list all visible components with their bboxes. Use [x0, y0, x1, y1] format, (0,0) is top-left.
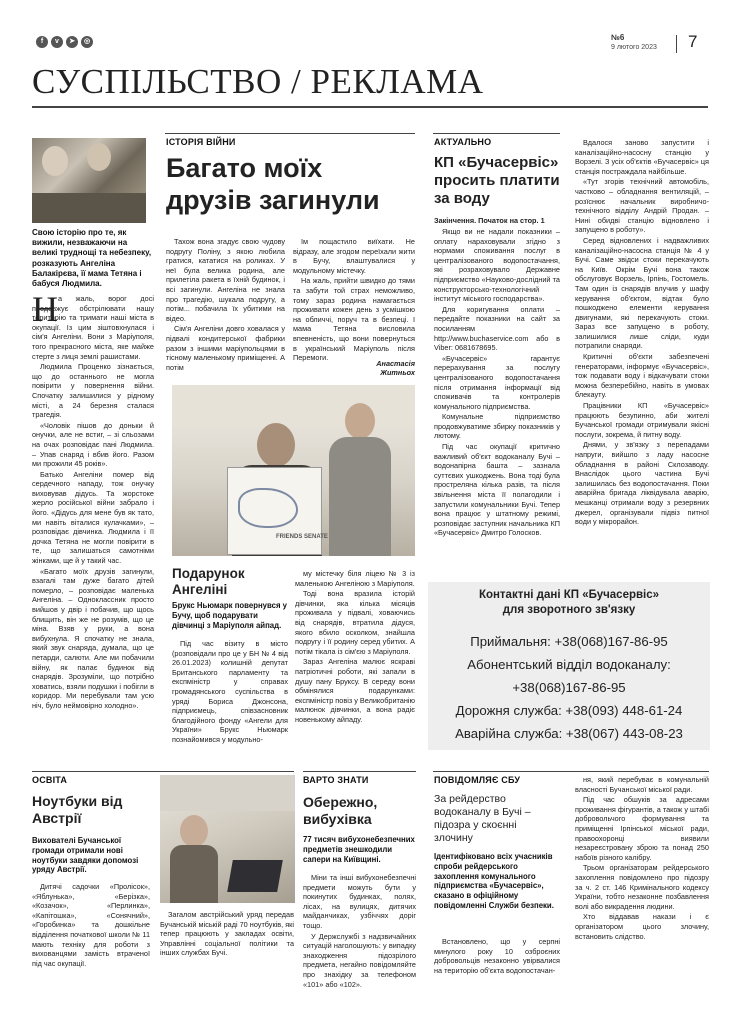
paragraph: Під час окупації критично важливий об'єкт водоканалу Бучі – водонапірна башта – зазнала суттєвих ушкоджень. Вона тоді була простреляна кілька разів, та після звільнення міста її полагодили і запустили комунальники Бучі. Тепер вона працює у штатному режимі, розповідає заступник начальника КП «Бучасервіс» Дмитро Голосков. [434, 442, 560, 538]
story6-col1 [434, 937, 560, 976]
story4-col2 [160, 910, 294, 959]
telegram-icon[interactable]: ➤ [66, 36, 78, 48]
story1-col1 [32, 289, 154, 712]
paragraph: ня, який перебуває в комунальній власності Бучанської міської ради. [575, 775, 709, 794]
story1-col2 [166, 237, 285, 373]
viber-icon[interactable]: v [51, 36, 63, 48]
story4-col1 [32, 882, 150, 969]
story2-lead: Брукс Ньюмарк повернувся у Бучу, щоб подарувати дівчинці з Маріуполя айпад. [172, 601, 288, 630]
headline-line: Ноутбуки від [32, 793, 123, 809]
paragraph: Хто віддавав накази і є організатором цього злочину, встановить слідство. [575, 912, 709, 941]
story4-lead: Вихователі Бучанської громади отримали нові ноутбуки завдяки допомозі уряду Австрії. [32, 836, 139, 875]
story3-ending-note: Закінчення. Початок на стор. 1 [434, 216, 545, 225]
headline-line: Багато моїх [166, 153, 323, 183]
paragraph: Вдалося заново запустити і каналізаційно-насосну станцію у Ворзелі. З усіх об'єктів «Бучасервіс» ця станція постраждала найбільше. [575, 138, 709, 176]
contacts-title-line: для зворотного зв'язку [502, 604, 636, 616]
story2-col1 [172, 639, 288, 746]
newmark-photo [172, 385, 415, 556]
issue-date: 9 лютого 2023 [611, 44, 657, 51]
paragraph: Днями, у зв'язку з перепадами напруги, вийшло з ладу насосне обладнання в районі Склозаводу. Внаслідок цього частина Бучі залишилась без водопостачання. Поки аварійна бригада ліквідувала аварію, мешканці отримали воду з резервних джерел, організували підвіз питної води у мікрорайон. [575, 440, 709, 527]
headline-line: злочину [434, 832, 473, 844]
issue-number: №6 [611, 33, 625, 42]
paragraph: Якщо ви не надали показники – оплату нараховували згідно з нормами споживання послуг в централізованого водопостачання, які розраховувало Державне підприємство «Науково-дослідний та конструкторсько-технологічний інститут міського господарства». [434, 227, 560, 304]
paragraph: Людмила Проценко зізнається, що до останнього не могла повірити у повернення війни. Спочатку залишилися у рідному місті, а 24 березня сталася трагедія. [32, 362, 154, 420]
story5-col1 [303, 873, 416, 990]
story6-rule [433, 771, 709, 772]
caption-line: розказують Ангеліна [32, 258, 116, 268]
headline-line: водоканалу в Бучі – [434, 806, 531, 818]
paragraph: «Чоловік пішов до доньки й онучки, але не встиг, – зі сльозами на очах розповідає пані Людмила. – Упав снаряд і вбив його. Разом ми прожили 45 років». [32, 420, 154, 469]
paragraph: На жаль, прийти швидко до тями та забути той страх неможливо, тому зараз родина намагається проживати кожен день з усмішкою на обличчі, поруч та в безпеці. І мама Тетяна висловила впевненість, що вони повернуться в український Маріуполь після Перемоги. [293, 276, 415, 363]
story1-headline [166, 152, 380, 216]
instagram-icon[interactable]: ◎ [81, 36, 93, 48]
caption-line: бабуся Людмила. [32, 279, 102, 289]
drop-cap: Н [32, 289, 58, 329]
story3-col1 [434, 227, 560, 539]
paragraph: Дитячі садочки «Пролісок», «Яблунька», «Берізка», «Козачок», «Перлинка», «Капітошка», «Сонячний», «Горобинка» та дошкільне відділення початкової школи № 11 мають техніку для роботи з вихованцями замість втраченої під час окупації. [32, 882, 150, 968]
contacts-title [428, 588, 710, 618]
story1-rubric: ІСТОРІЯ ВІЙНИ [166, 137, 236, 147]
paragraph: Під час візиту в місто (розповідали про це у БН № 4 від 26.01.2023) колишній депутат Британського парламенту та експміністр у справах громадянського суспільства в уряді Бориса Джонсона, підприємець, співзасновник благодійного фонду «Ангели для України» Брукс Ньюмарк познайомився у модульно- [172, 639, 288, 744]
story3-col2 [575, 138, 709, 528]
facebook-icon[interactable]: f [36, 36, 48, 48]
headline-line: за воду [434, 190, 490, 207]
paragraph: Тахож вона згадує свою чудову подругу Поліну, з якою любила гратися, кататися на роликах. У неї була велика родина, але прилетіла ракета в їхній будинок, і всі загинули. Ангеліна не знала про трагедію, шукала подругу, а потім... побачила їх убитими на відео. [166, 237, 285, 323]
paragraph: їм пощастило виїхати. Не відразу, але згодом переїхали жити в Бучу, влаштувалися у модульному містечку. [293, 237, 415, 275]
caption-line: великі труднощі та небезпеку, [32, 248, 152, 258]
paragraph: Встановлено, що у серпні минулого року 10 озброєних добровольців незаконно увірвалися на територію об'єкта водопостачан- [434, 937, 560, 975]
drawing-text: FRIENDS SENATE [276, 534, 328, 540]
story3-rule [433, 133, 560, 134]
headline-line: КП «Бучасервіс» [434, 154, 559, 171]
caption-line: Балакірєва, її мама Тетяна і [32, 268, 142, 278]
header-rule [32, 106, 708, 108]
caption-line: Свою історію про те, як [32, 228, 127, 237]
story2-headline [172, 566, 245, 598]
caption-line: вижили, незважаючи на [32, 238, 128, 248]
paragraph: Сім'я Ангеліни довго ховалася у підвалі кондитерської фабрики разом з іншими маріупольцями в тісному маленькому приміщенні. А потім [166, 324, 285, 372]
paragraph: Працівники КП «Бучасервіс» працюють безупинно, аби жителі Бучанської громади отримували якісні послуги, зокрема, й питну воду. [575, 401, 709, 439]
laptop-photo [160, 775, 295, 903]
paragraph: Трьом організаторам рейдерського захоплення повідомлено про підозру за ч. 2 ст. 146 Кримінального кодексу України, тобто незаконне позбавлення волі або викрадення людини. [575, 863, 709, 911]
contacts-title-line: Контактні дані КП «Бучасервіс» [478, 589, 660, 601]
story5-rubric: ВАРТО ЗНАТИ [303, 775, 369, 785]
story2-col2 [295, 569, 415, 726]
paragraph: Батько Ангеліни помер від сердечного нападу, тож онучку виховував дідусь. Та жорстоке жерло російської війни забрало і його. «Дідусь для мене був як тато, ми навіть віталися кулачками», – розповідає дівчинка. Людмила і її дочка Тетяна не могли повірити в те, що залишаться самотніми жінками, ще й у такий час. [32, 469, 154, 566]
paragraph: Під час обшуків за адресами проживання фігурантів, а також у штабі добровольчого формування та приміщенні Ірпінської міської ради, правоохоронці виявили незареєстровану зброю та понад 250 набоїв різного калібру. [575, 795, 709, 862]
contact-subscriber-phone[interactable]: +38(068)167-86-95 [512, 680, 626, 695]
paragraph: Комунальне підприємство продовжуватиме збирку показників у лютому. [434, 412, 560, 441]
paragraph: «Бучасервіс» гарантує перерахування за послугу централізованого водопостачання після отримання інформації від споживачів та контролерів комунального підприємства. [434, 353, 560, 411]
story4-headline [32, 793, 122, 827]
section-title: СУСПІЛЬСТВО / РЕКЛАМА [32, 62, 484, 101]
contact-reception[interactable]: Приймальня: +38(068)167-86-95 [470, 634, 668, 649]
paragraph: У Держслужбі з надзвичайних ситуацій наголошують: у випадку знаходження підозрілого предмета, негайно повідомляйте про знахідку за телефоном «101» або «102». [303, 931, 416, 989]
contact-road-service[interactable]: Дорожня служба: +38(093) 448-61-24 [455, 703, 683, 718]
paragraph: Серед відновлених і надважливих каналізаційно-насосна станція № 4 у Бучі. Саме звідси стоки перекачують на Київ. Окрім Бучі вона також обслуговує Ворзель, Ірпінь, Гостомель. Там один із снарядів влучив у шафу керування об'єктом, відтак було пошкоджено елементи керування двигунами, які перекачують стоки. Зараз все запущено в роботу, залишилися лише сліди, куди потрапили снаряди. [575, 235, 709, 351]
family-photo [32, 138, 146, 223]
story6-rubric: ПОВІДОМЛЯЄ СБУ [434, 775, 521, 785]
paragraph: Тоді вона вразила історій дівчинки, яка кілька місяців проживала у підвалі, ховаючись від снарядів, втратила дідуся, якого вбило осколком, знайшла подругу і її родину серед убитих. А потім тікала із сім'єю з Маріуполя. [295, 589, 415, 656]
paragraph: Зараз Ангеліна малює яскраві патріотичні роботи, які запали в душу пану Бруксу. В середу вони обмінялися подарунками: експміністр повіз у Великобританію малюнок дівчинки, а вона радіє новенькому айпаду. [295, 657, 415, 724]
paragraph: Критичні об'єкти забезпечені генераторами, інформує «Бучасервіс», тож подавати воду і відкачувати стоки можна безперебійно, навіть в умовах блекауту. [575, 352, 709, 400]
story6-headline [434, 793, 560, 845]
story6-col2 [575, 775, 709, 942]
page-number: 7 [688, 32, 698, 51]
paragraph: «Багато моїх друзів загинули, взагалі там дуже багато дітей померло, – розповідає маленька Ангеліна. – Одноклассник просто вийшов у двір і побачив, що щось блищить, він же не розумів, що це міна. Взяв у руки, а вона вибухнула. Я спочатку не знала, який звук снаряда, думала, що це петарди, салюти. Але ми побачили війну, як палає будинок від снарядів. Зрозуміли, що потрібно ховатись, взяли подушки і побігли в коридор. Ми перебували там усю ніч, було неймовірно холодно». [32, 566, 154, 710]
contact-subscriber-label: Абонентський відділ водоканалу: [467, 657, 671, 672]
story5-rule [303, 771, 416, 772]
paragraph: Для коригування оплати – передайте показники на сайт за посиланням http://www.buchaservice.com або в Viber: 0681678695. [434, 304, 560, 353]
headline-line: друзів загинули [166, 185, 380, 215]
headline-line: Ангеліні [172, 582, 228, 597]
paragraph: Міни та інші вибухонебезпечні предмети можуть бути у покинутих будинках, полях, лісах, на вулицях, дитячих майданчиках, узбіччях доріг тощо. [303, 873, 416, 930]
story3-rubric: АКТУАЛЬНО [434, 137, 492, 147]
contacts-list [428, 630, 710, 745]
story4-rubric: ОСВІТА [32, 775, 68, 785]
story1-col3 [293, 237, 415, 364]
story3-headline [434, 154, 564, 208]
headline-line: просить платити [434, 172, 560, 189]
paragraph: Загалом австрійський уряд передав Бучанській міській раді 70 ноутбуків, які тепер працюють у закладах освіти, Управлінні соціальної політики та інших службах Бучі. [160, 910, 294, 958]
headline-line: За рейдерство [434, 793, 506, 805]
story5-lead: 77 тисяч вибухонебезпечних предметів знешкодили сапери на Київщині. [303, 835, 415, 864]
paragraph: му містечку біля ліцею № 3 із маленькою Ангеліною з Маріуполя. [295, 569, 415, 588]
header-divider [676, 35, 677, 53]
story6-lead: Ідентифіковано всіх учасників спроби рейдерського захоплення комунального підприємства «Бучасервіс», сказано в офіційному повідомленні Служби безпеки. [434, 852, 554, 910]
headline-line: вибухівка [303, 811, 372, 827]
story5-headline [303, 794, 377, 828]
story4-rule [32, 771, 294, 772]
paragraph: а жаль, ворог досі продовжує обстрілювати нашу територію та тримати наші міста в окупації. Із цим зіштовхнулася і сім'я Ангеліни. Вони з Маріуполя, того прекрасного міста, яке майже стерте з лиця землі рашистами. [32, 294, 154, 361]
contacts-box [428, 582, 710, 750]
family-photo-caption [32, 228, 152, 289]
story1-rule [165, 133, 415, 134]
headline-line: Обережно, [303, 794, 378, 810]
contact-emergency-service[interactable]: Аварійна служба: +38(067) 443-08-23 [455, 726, 683, 741]
headline-line: підозра у скоєнні [434, 819, 517, 831]
headline-line: Австрії [32, 810, 82, 826]
paragraph: «Тут згорів технічний автомобіль, частково – обладнання вентиляцій, – розїснює начальник виробничо-технічного відділу Андрій Продан. – Нині обидві станцію відновлено і запущено в роботу». [575, 177, 709, 235]
headline-line: Подарунок [172, 566, 245, 581]
story1-author: Анастасія Житньох [376, 359, 415, 377]
